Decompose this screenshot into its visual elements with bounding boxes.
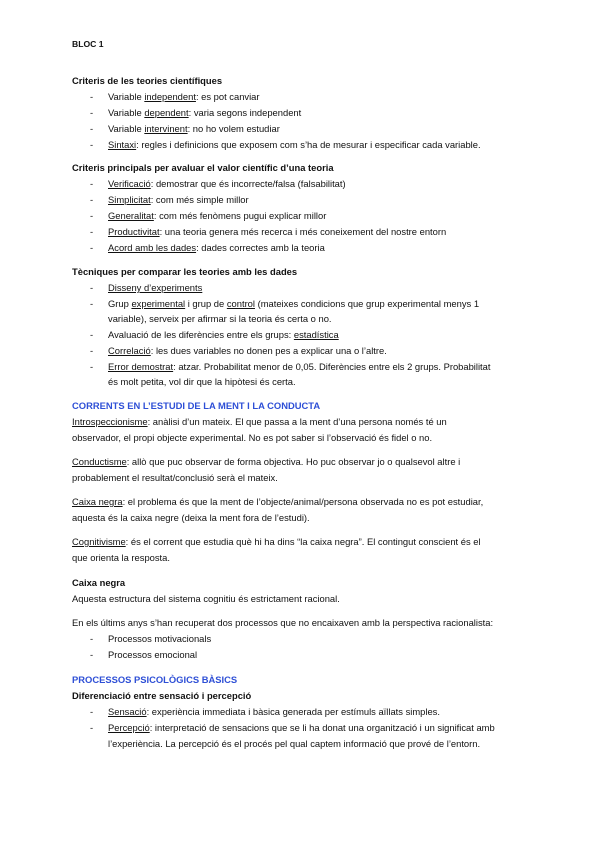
list-item: Percepció: interpretació de sensacions que se li ha donat una organització i un significat amb xyxy=(108,722,495,733)
list-item-continuation: l’experiència. La percepció és el procés pel qual captem informació que prové de l’entorn. xyxy=(108,738,481,749)
paragraph-introspeccionisme: Introspeccionisme: anàlisi d’un mateix. El que passa a la ment d’una persona només té un xyxy=(72,416,447,427)
heading-processos: PROCESSOS PSICOLÒGICS BÀSICS xyxy=(72,674,238,685)
list-item: Processos emocional xyxy=(108,649,198,660)
paragraph-line: que orienta la resposta. xyxy=(72,552,170,563)
paragraph-conductisme: Conductisme: allò que puc observar de forma objectiva. Ho puc observar jo o qualsevol altre i xyxy=(72,456,461,467)
list-item: Sensació: experiència immediata i bàsica generada per estímuls aïllats simples. xyxy=(108,706,440,717)
list-item: Acord amb les dades: dades correctes amb la teoria xyxy=(108,242,325,253)
section-title-criteris: Criteris de les teories científiques xyxy=(72,75,223,86)
list-item: Simplicitat: com més simple millor xyxy=(108,194,249,205)
paragraph-caixa-negra: Caixa negra: el problema és que la ment de l’objecte/animal/persona observada no es pot estudiar, xyxy=(72,496,484,507)
list-item: Variable independent: es pot canviar xyxy=(108,91,260,102)
section-title-tecniques: Tècniques per comparar les teories amb les dades xyxy=(72,266,298,277)
heading-corrents: CORRENTS EN L’ESTUDI DE LA MENT I LA CONDUCTA xyxy=(72,400,321,411)
list-item-continuation: és molt petita, vol dir que la hipòtesi és certa. xyxy=(108,376,296,387)
list-item: Disseny d’experiments xyxy=(108,282,203,293)
bullet-dash: - xyxy=(90,706,94,717)
paragraph-ultims-anys: En els últims anys s’han recuperat dos processos que no encaixaven amb la perspectiva racionalista: xyxy=(72,617,494,628)
paragraph-cognitivisme: Cognitivisme: és el corrent que estudia què hi ha dins “la caixa negra”. El contingut conscient és el xyxy=(72,536,481,547)
bullet-dash: - xyxy=(90,282,94,293)
bullet-dash: - xyxy=(90,226,94,237)
bullet-dash: - xyxy=(90,633,94,644)
list-item: Variable intervinent: no ho volem estudiar xyxy=(108,123,280,134)
bullet-dash: - xyxy=(90,722,94,733)
list-item: Verificació: demostrar que és incorrecte/falsa (falsabilitat) xyxy=(108,178,346,189)
bullet-dash: - xyxy=(90,298,94,309)
list-item-continuation: variable), serveix per afirmar si la teoria és certa o no. xyxy=(108,313,332,324)
paragraph-line: probablement el resultat/conclusió serà el mateix. xyxy=(72,472,278,483)
paragraph-caixa-negra-text: Aquesta estructura del sistema cognitiu és estrictament racional. xyxy=(72,593,340,604)
list-item: Grup experimental i grup de control (mateixes condicions que grup experimental menys 1 xyxy=(108,298,480,309)
bullet-dash: - xyxy=(90,345,94,356)
bullet-dash: - xyxy=(90,194,94,205)
bullet-dash: - xyxy=(90,361,94,372)
bullet-dash: - xyxy=(90,242,94,253)
list-item: Generalitat: com més fenòmens pugui explicar millor xyxy=(108,210,327,221)
subheading-diferenciacio: Diferenciació entre sensació i percepció xyxy=(72,690,252,701)
bullet-dash: - xyxy=(90,178,94,189)
paragraph-line: observador, el propi objecte experimental. No es pot saber si l’observació és fidel o no. xyxy=(72,432,433,443)
list-item: Avaluació de les diferències entre els grups: estadística xyxy=(108,329,339,340)
bullet-dash: - xyxy=(90,649,94,660)
bullet-dash: - xyxy=(90,107,94,118)
section-title-criteris-principals: Criteris principals per avaluar el valor científic d’una teoria xyxy=(72,162,334,173)
list-item: Variable dependent: varia segons independent xyxy=(108,107,302,118)
page-header: BLOC 1 xyxy=(72,39,104,49)
subheading-caixa-negra: Caixa negra xyxy=(72,577,126,588)
bullet-dash: - xyxy=(90,329,94,340)
paragraph-line: aquesta és la caixa negre (deixa la ment fora de l’estudi). xyxy=(72,512,310,523)
list-item: Correlació: les dues variables no donen pes a explicar una o l’altre. xyxy=(108,345,387,356)
bullet-dash: - xyxy=(90,139,94,150)
list-item: Error demostrat: atzar. Probabilitat menor de 0,05. Diferències entre els 2 grups. Probabilitat xyxy=(108,361,491,372)
list-item: Processos motivacionals xyxy=(108,633,212,644)
list-item: Sintaxi: regles i definicions que exposem com s’ha de mesurar i especificar cada variable. xyxy=(108,139,481,150)
list-item: Productivitat: una teoria genera més recerca i més coneixement del nostre entorn xyxy=(108,226,447,237)
bullet-dash: - xyxy=(90,210,94,221)
bullet-dash: - xyxy=(90,123,94,134)
bullet-dash: - xyxy=(90,91,94,102)
